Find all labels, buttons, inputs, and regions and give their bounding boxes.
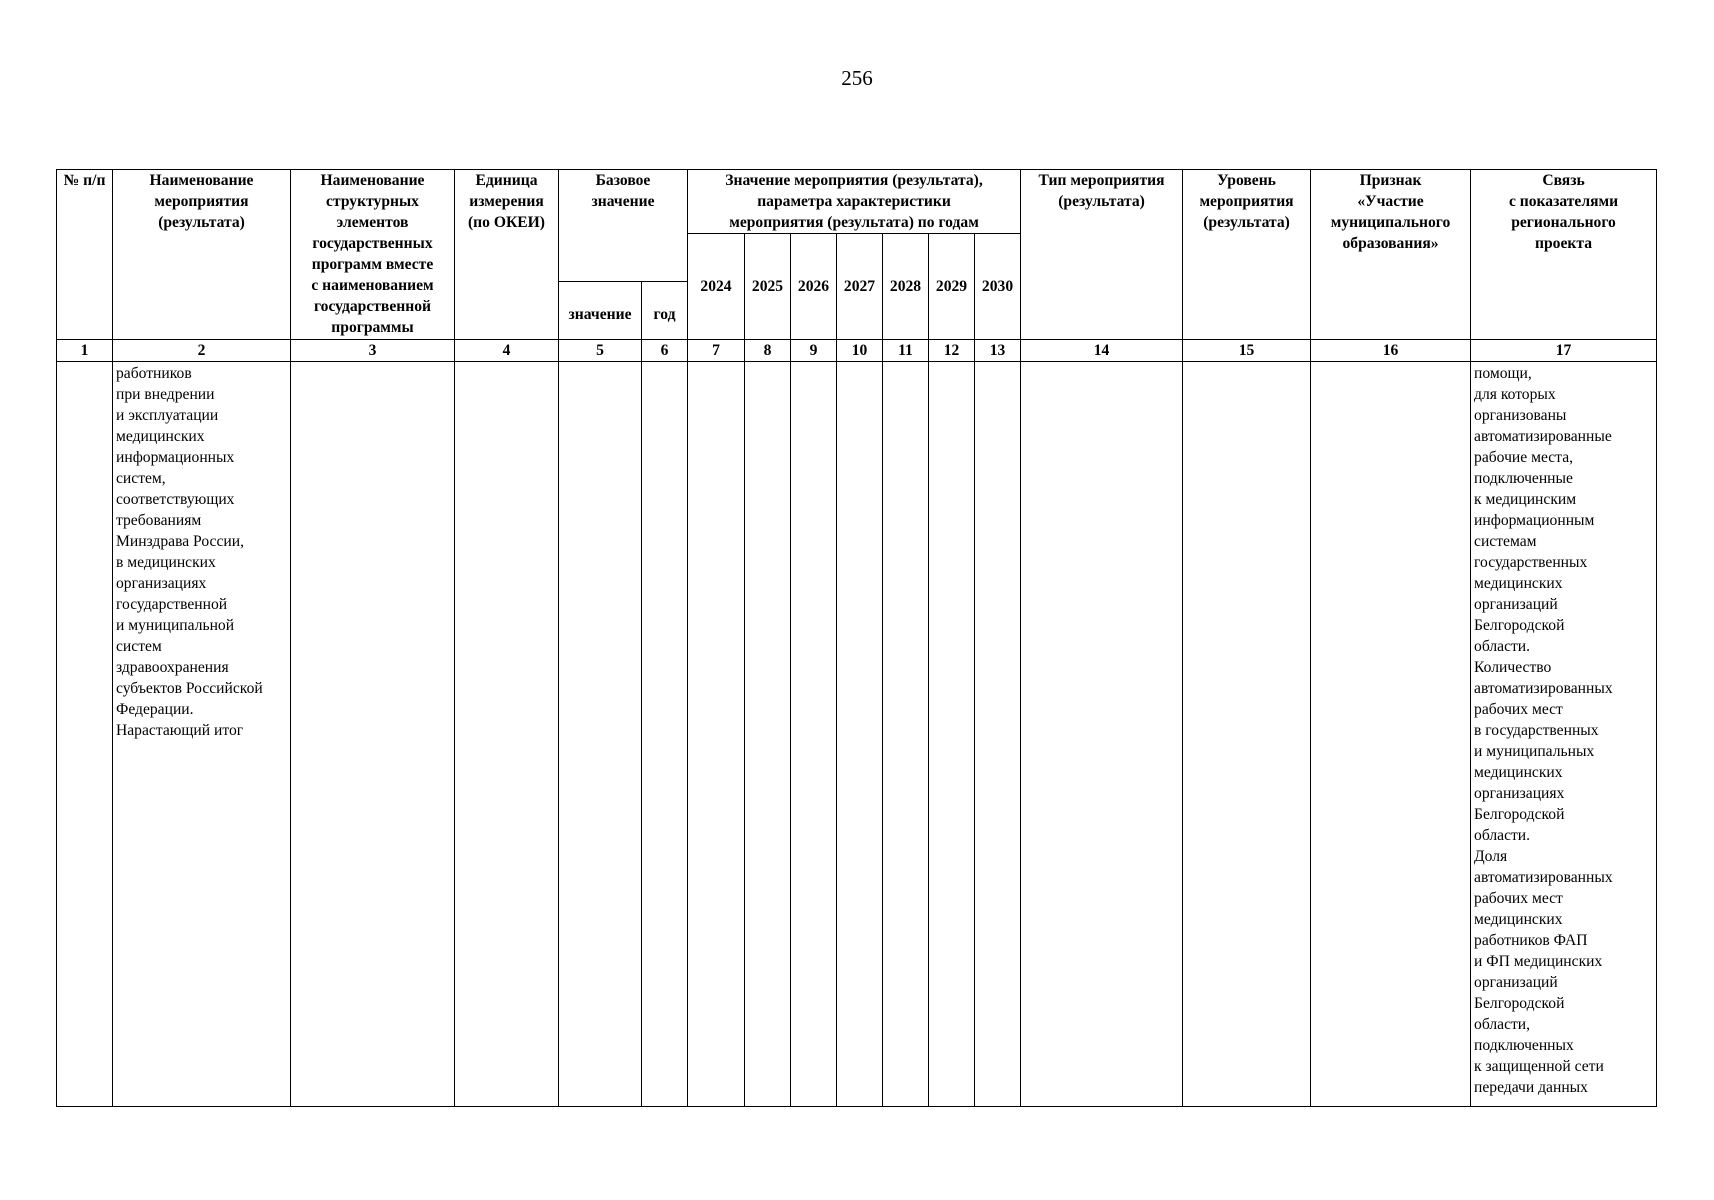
column-number: 3 — [291, 340, 455, 362]
header-values-by-year: Значение мероприятия (результата), параметра характеристики мероприятия (результата) по годам — [688, 170, 1021, 234]
cell-year-2025 — [745, 362, 791, 1107]
header-measure-name: Наименование мероприятия (результата) — [113, 170, 291, 340]
header-measure-type: Тип мероприятия (результата) — [1021, 170, 1183, 340]
cell-row-number — [57, 362, 113, 1107]
header-base-value-value: значение — [559, 282, 642, 340]
header-year-2028: 2028 — [883, 234, 929, 340]
header-base-value: Базовое значение — [559, 170, 688, 282]
column-number: 17 — [1471, 340, 1657, 362]
cell-regional-project-link — [1471, 362, 1657, 1107]
column-number: 5 — [559, 340, 642, 362]
regional-link-text: помощи, для которых организованы автоматизированные рабочие места, подключенные к медицинским информационным системам государственных медицинских организаций Белгородской области. Количество автоматизированных рабочих мест в государственных и муниципальных медицинских организациях Белгородской области. Доля автоматизированных рабочих мест медицинских работников ФАП и ФП медицинских организаций Белгородской области, подключенных к защищенной сети передачи данных — [1474, 365, 1613, 1096]
cell-year-2024 — [688, 362, 745, 1107]
column-number: 14 — [1021, 340, 1183, 362]
header-year-2026: 2026 — [791, 234, 837, 340]
header-regional-project-link: Связь с показателями регионального проекта — [1471, 170, 1657, 340]
header-year-2027: 2027 — [837, 234, 883, 340]
header-row-number: № п/п — [57, 170, 113, 340]
cell-year-2027 — [837, 362, 883, 1107]
column-number: 4 — [455, 340, 559, 362]
header-year-2025: 2025 — [745, 234, 791, 340]
cell-year-2029 — [929, 362, 975, 1107]
column-number: 7 — [688, 340, 745, 362]
column-number: 16 — [1311, 340, 1471, 362]
header-measure-level: Уровень мероприятия (результата) — [1183, 170, 1311, 340]
header-year-2030: 2030 — [975, 234, 1021, 340]
header-structural-elements: Наименование структурных элементов государственных программ вместе с наименованием государственной программы — [291, 170, 455, 340]
column-number: 15 — [1183, 340, 1311, 362]
header-unit: Единица измерения (по ОКЕИ) — [455, 170, 559, 340]
column-number: 9 — [791, 340, 837, 362]
cell-measure-level — [1183, 362, 1311, 1107]
cell-unit — [455, 362, 559, 1107]
column-number: 12 — [929, 340, 975, 362]
column-number: 6 — [642, 340, 688, 362]
cell-base-value — [559, 362, 642, 1107]
column-number: 10 — [837, 340, 883, 362]
table-row — [57, 362, 1657, 1107]
cell-year-2028 — [883, 362, 929, 1107]
measures-table — [56, 169, 1657, 1107]
column-number: 2 — [113, 340, 291, 362]
header-year-2029: 2029 — [929, 234, 975, 340]
cell-municipal-participation — [1311, 362, 1471, 1107]
column-number: 13 — [975, 340, 1021, 362]
measure-name-text: работников при внедрении и эксплуатации медицинских информационных систем, соответствующих требованиям Минздрава России, в медицинских организациях государственной и муниципальной систем здравоохранения субъектов Российской Федерации. Нарастающий итог — [116, 365, 263, 739]
cell-base-year — [642, 362, 688, 1107]
column-number: 11 — [883, 340, 929, 362]
cell-structural-elements — [291, 362, 455, 1107]
cell-measure-type — [1021, 362, 1183, 1107]
column-number: 8 — [745, 340, 791, 362]
header-base-value-year: год — [642, 282, 688, 340]
cell-year-2026 — [791, 362, 837, 1107]
page-number: 256 — [841, 66, 873, 90]
header-municipal-participation: Признак «Участие муниципального образования» — [1311, 170, 1471, 340]
cell-measure-name — [113, 362, 291, 1107]
cell-year-2030 — [975, 362, 1021, 1107]
column-number: 1 — [57, 340, 113, 362]
header-year-2024: 2024 — [688, 234, 745, 340]
